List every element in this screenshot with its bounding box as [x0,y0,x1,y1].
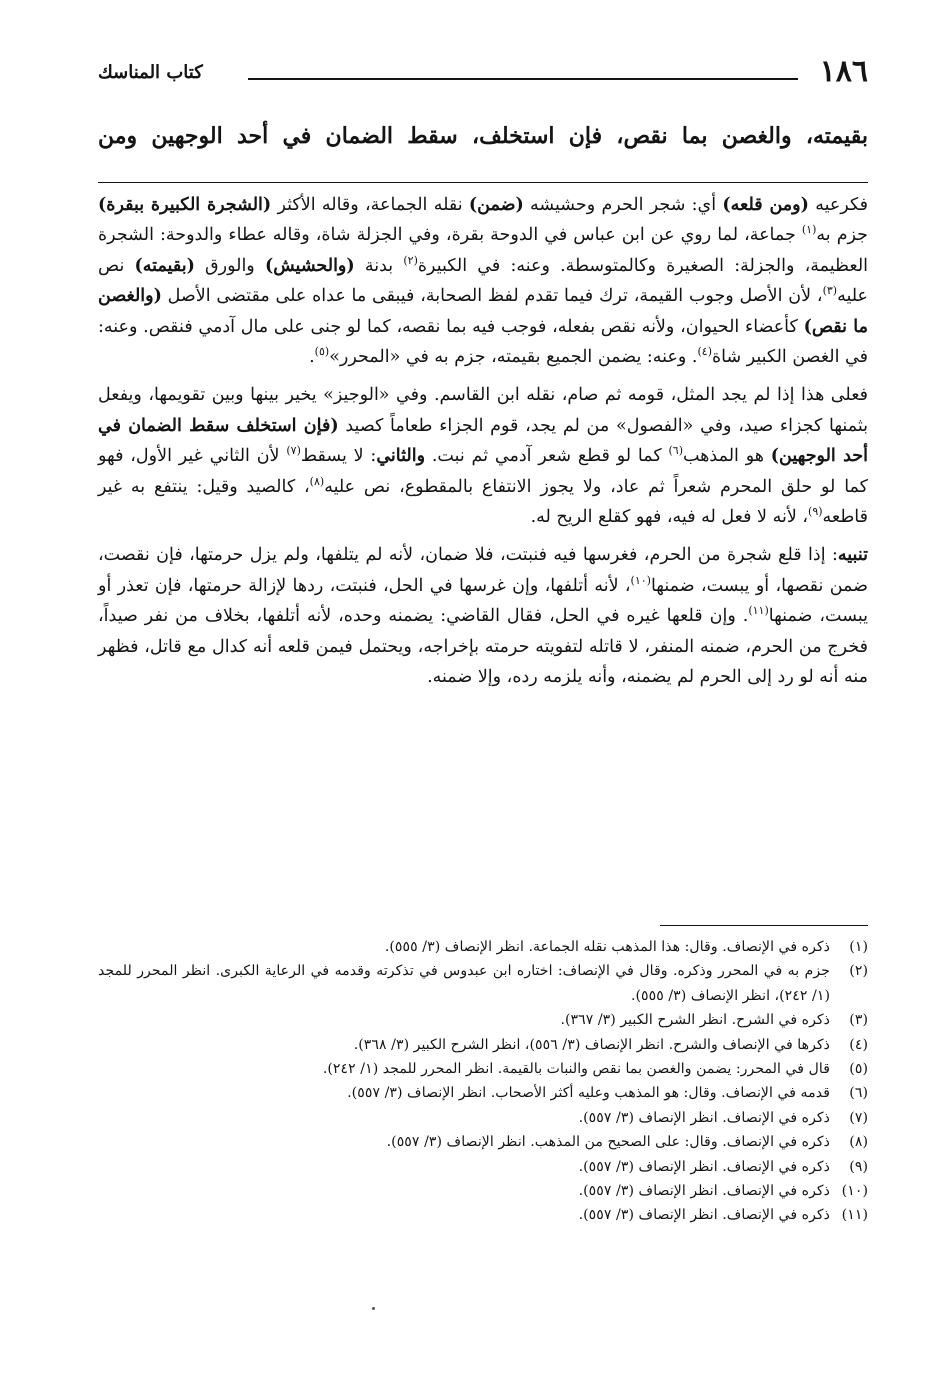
text-run: لأن الثاني غير الأول، فهو كما لو حلق المحرم شعراً ثم عاد، ولا يجوز الانتفاع بالمقطوع، نص عليه [98,446,868,497]
text-run: جزم به [816,225,868,246]
footnote-ref: (١١) [748,604,769,618]
footnote-text: ذكره في الإنصاف. انظر الإنصاف (٣/ ٥٥٧). [578,1183,830,1200]
footnote [98,935,868,959]
footnote-separator [660,925,868,926]
page-number: ١٨٦ [819,54,868,89]
footnote [98,1057,868,1081]
footnote-ref: (٢) [403,253,418,267]
footnote-ref: (٦) [668,444,683,458]
footnote-ref: (٤) [697,345,712,359]
footnote-number: (١٠) [841,1183,868,1200]
quoted-matn: (الشجرة الكبيرة ببقرة) [98,195,272,215]
text-run: كأعضاء الحيوان، ولأنه نقص بفعله، فوجب فيه بما نقصه، كما لو جنى على مال آدمي فنقص. وعنه: في الغصن الكبير شاة [98,316,868,368]
footnote-number: (٥) [849,1061,868,1078]
footnote-number: (٢) [849,963,868,980]
text-run: نص عليه [98,255,868,307]
text-run: جماعة، لما روي عن ابن عباس في الدوحة بقرة، وفي الجزلة شاة، وقاله عطاء والدوحة: الشجرة العظيمة، والجزلة: الصغيرة وكالمتوسطة. وعنه: في الكبيرة [98,225,869,276]
matn-text: بقيمته، والغصن بما نقص، فإن استخلف، سقط الضمان في أحد الوجهين ومن [98,123,868,149]
commentary-paragraph-1 [98,190,868,372]
quoted-matn: (بقيمته) [134,255,195,276]
footnote [98,1081,868,1105]
book-title: كتاب المناسك [98,62,203,83]
footnote-text: ذكره في الشرح. انظر الشرح الكبير (٣/ ٣٦٧). [560,1012,830,1029]
footnote [98,1008,868,1032]
footnote-ref: (٥) [314,345,330,359]
note-label: تنبيه [837,545,868,566]
text-run: هو المذهب [682,446,771,467]
text-run: كما لو قطع شعر آدمي ثم نبت. [425,446,669,467]
footnote-ref: (٨) [309,474,325,488]
footnote-number: (٣) [849,1012,868,1029]
quoted-matn: (فإن استخلف سقط الضمان في أحد الوجهين) [98,415,868,467]
text-run: ، لأنه أتلفها، وإن غرسها في الحل، فنبتت، ردها لإزالة حرمتها، فإن تعذر أو يبست، ضمنها [98,575,868,627]
scan-speck [372,1307,375,1310]
footnote-text: ذكره في الإنصاف. انظر الإنصاف (٣/ ٥٥٧). [578,1158,830,1175]
text-run: نقله الجماعة، وقاله الأكثر [271,195,469,215]
text-run: . وإن قلعها غيره في الحل، فقال القاضي: يضمنه وحده، لأنه أتلفها، بخلاف من نفر صيداً، فخرج من الحرم، ضمنه المنفر، لا قاتله لتفويته حرمته بإخراجه، ويحتمل فيمن قلعه أنه كدال مع قاتل، فظهر منه أنه لو رد إلى الحرم لم يضمنه، وأنه يلزمه رده، وإلا ضمنه. [98,606,868,688]
footnote-ref: (٩) [808,505,823,519]
footnote-number: (١) [849,939,868,955]
footnote-text: ذكره في الإنصاف. وقال: هذا المذهب نقله الجماعة. انظر الإنصاف (٣/ ٥٥٥). [384,939,830,955]
footnote [98,1130,868,1154]
bold-term: والثاني [376,446,426,467]
footnote-text: جزم به في المحرر وذكره. وقال في الإنصاف: اختاره ابن عبدوس في تذكرته وقدمه في الرعاية الكبرى. انظر المحرر للمجد (١/ ٢٤٢)، انظر الإنصاف (٣/ ٥٥٥). [98,963,830,1004]
quoted-matn: (ضمن) [468,195,524,215]
quoted-matn: (ومن قلعه) [722,195,809,215]
footnote-ref: (١) [801,223,817,237]
footnote-number: (٦) [849,1085,868,1102]
text-run: فعلى هذا إذا لم يجد المثل، قومه ثم صام، نقله ابن القاسم. وفي «الوجيز» يخير بينها وبين تقويمها، ويفعل بثمنها كجزاء صيد، وفي «الفصول» من لم يجد، قوم الجزاء طعاماً كصيد [98,385,868,436]
text-run: . وعنه: يضمن الجميع بقيمته، جزم به في «المحرر» [329,347,698,368]
footnote-ref: (١٠) [630,574,651,588]
footnote [98,959,868,1008]
footnote [98,1179,868,1203]
footnote [98,1106,868,1130]
quoted-matn: (والحشيش) [264,255,355,276]
footnote-text: ذكره في الإنصاف. انظر الإنصاف (٣/ ٥٥٧). [578,1109,830,1126]
footnote-number: (٤) [849,1036,868,1053]
footnote [98,1033,868,1057]
footnote-number: (٩) [849,1158,868,1175]
text-run: فكرعيه [808,195,868,215]
footnote-text: قال في المحرر: يضمن والغصن بما نقص والنبات بالقيمة. انظر المحرر للمجد (١/ ٢٤٢). [322,1061,830,1078]
footnote-number: (١١) [841,1207,868,1224]
commentary-paragraph-2 [98,380,868,532]
footnote-number: (٨) [849,1134,868,1151]
text-run: . [309,347,315,368]
footnotes [98,935,868,1228]
footnote-text: قدمه في الإنصاف. وقال: هو المذهب وعليه أكثر الأصحاب. انظر الإنصاف (٣/ ٥٥٧). [347,1085,830,1102]
text-run: ، لأنه لا فعل له فيه، فهو كقلع الريح له. [530,507,809,528]
text-run: : لا يسقط [300,446,377,467]
commentary [98,190,868,693]
footnote-ref: (٧) [286,444,301,458]
matn-separator [98,182,868,183]
footnote [98,1155,868,1179]
text-run: أي: شجر الحرم وحشيشه [523,195,723,215]
commentary-paragraph-3 [98,540,868,692]
quoted-matn: (والغصن ما نقص) [98,286,868,337]
text-run: ، كالصيد وقيل: ينتفع به غير قاطعه [98,476,868,528]
text-run: ، لأن الأصل وجوب القيمة، ترك فيما تقدم لفظ الصحابة، فيبقى ما عداه على مقتضى الأصل [161,286,823,307]
text-run: والورق [194,255,265,276]
footnote-text: ذكره في الإنصاف. وقال: على الصحيح من المذهب. انظر الإنصاف (٣/ ٥٥٧). [386,1134,830,1151]
header-rule [248,78,798,80]
footnote [98,1203,868,1227]
text-run: بدنة [354,255,404,276]
text-run: : إذا قلع شجرة من الحرم، فغرسها فيه فنبتت، فلا ضمان، لأنه لم يتلفها، ولم يزل حرمتها، فإن نقصت، ضمن نقصها، أو يبست، ضمنها [98,545,868,596]
footnote-ref: (٣) [822,284,838,298]
running-header [98,52,868,92]
footnote-text: ذكرها في الإنصاف والشرح. انظر الإنصاف (٣/ ٥٥٦)، انظر الشرح الكبير (٣/ ٣٦٨). [353,1036,830,1053]
footnote-number: (٧) [849,1109,868,1126]
footnote-text: ذكره في الإنصاف. انظر الإنصاف (٣/ ٥٥٧). [578,1207,830,1224]
